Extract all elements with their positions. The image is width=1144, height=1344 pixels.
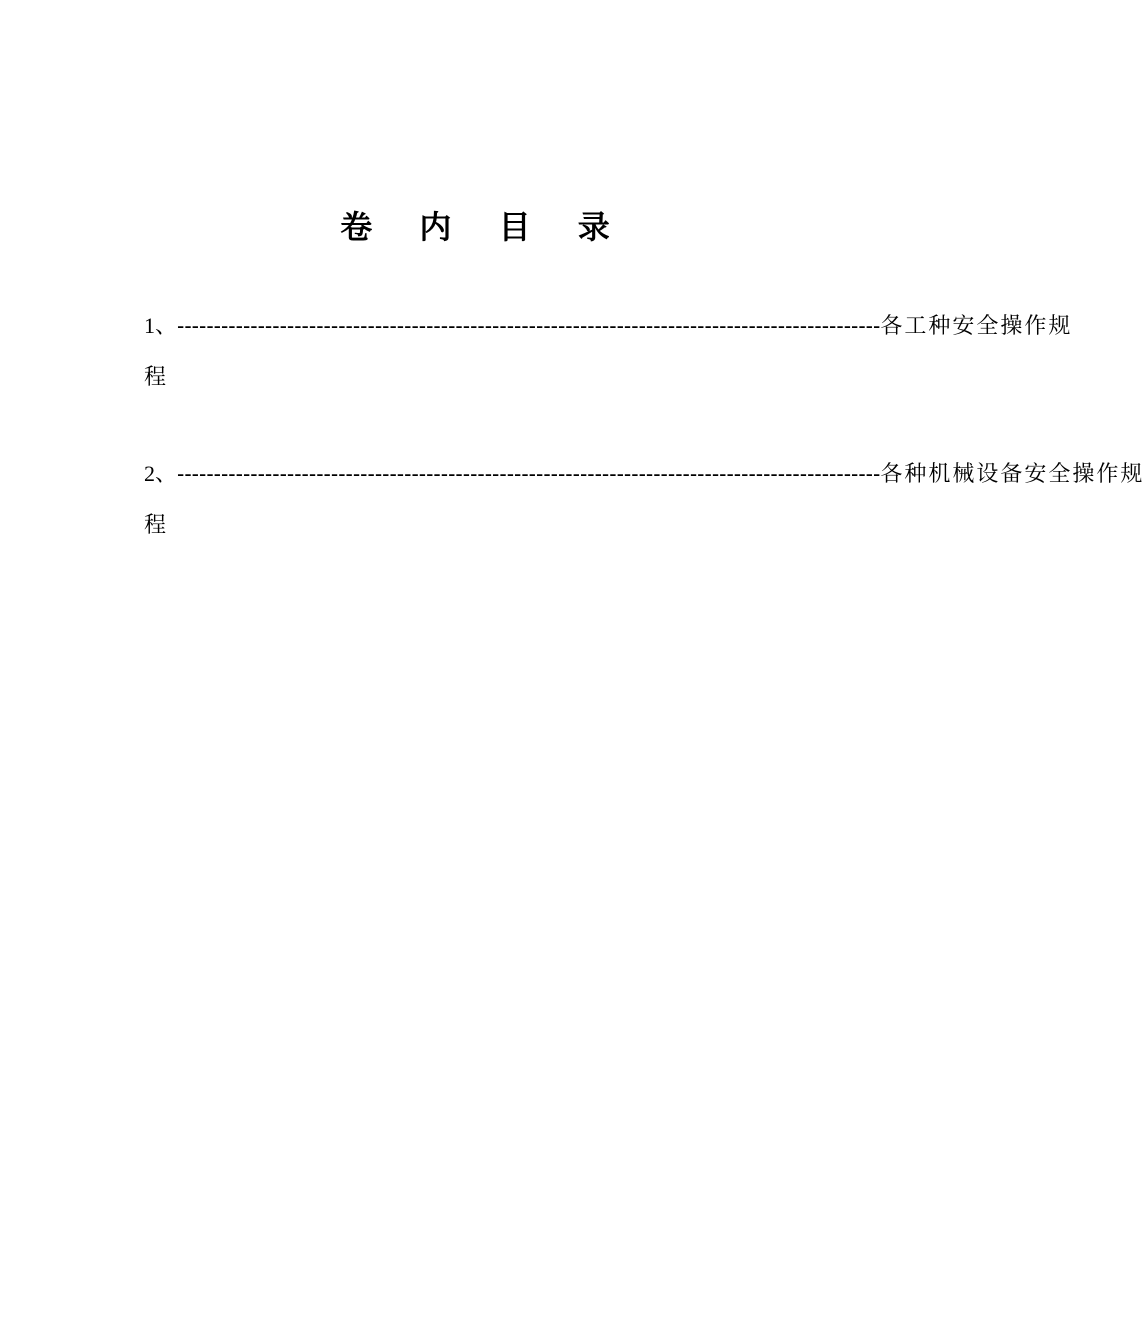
toc-entry-1 — [144, 300, 1073, 404]
entry-number: 2、 — [144, 461, 178, 486]
entry-title: 各种机械设备安全操作规 — [880, 462, 1144, 487]
entry-title: 各工种安全操作规 — [880, 314, 1073, 339]
toc-entry-line — [144, 300, 1073, 352]
entry-title-continuation: 程 — [144, 365, 167, 390]
toc-entry-2 — [144, 448, 1144, 552]
dot-leader: ------------------------------------------------------------------------------------------------ — [177, 313, 881, 338]
dot-leader: ------------------------------------------------------------------------------------------------ — [177, 461, 881, 486]
entry-title-continuation: 程 — [144, 513, 167, 538]
entry-number: 1、 — [144, 313, 178, 338]
toc-entry-line — [144, 448, 1144, 500]
page-title: 卷 内 目 录 — [340, 208, 628, 246]
